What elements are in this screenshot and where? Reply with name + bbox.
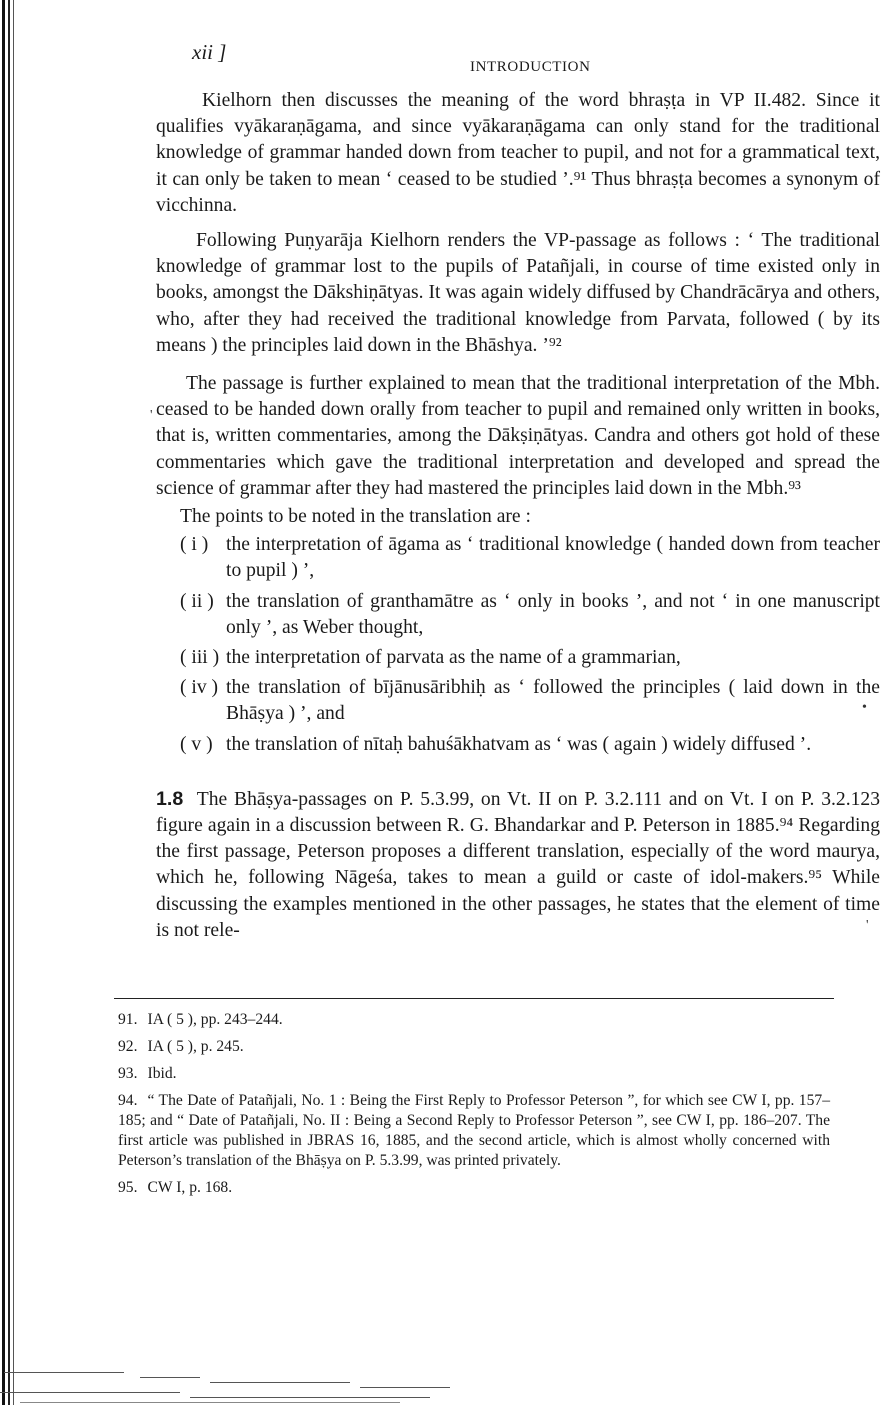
footnote-number: 91.: [118, 1011, 138, 1028]
section-number: 1.8: [156, 787, 184, 810]
list-item: [180, 732, 880, 758]
footnote: [118, 1010, 830, 1030]
footnote: [118, 1178, 830, 1198]
footnote-number: 95.: [118, 1179, 138, 1196]
scan-noise: [0, 1368, 895, 1405]
footnote-divider: [114, 998, 834, 999]
list-item-number: ( iv ): [180, 677, 219, 699]
scan-binding-edge: [0, 0, 16, 1405]
running-title: INTRODUCTION: [470, 59, 591, 75]
footnote: [118, 1037, 830, 1057]
body-text: [156, 88, 880, 944]
list-item-number: ( iii ): [180, 647, 220, 669]
list-item-text: the interpretation of āgama as ‘ traditional knowledge ( handed down from teacher to pupil ) ’,: [226, 534, 880, 582]
list-item: [180, 645, 880, 671]
list-item: [180, 532, 880, 584]
footnote-number: 94.: [118, 1092, 138, 1109]
footnote-text: Ibid.: [147, 1065, 177, 1082]
section-1-8-paragraph: [156, 786, 880, 944]
stray-mark: ': [866, 918, 869, 933]
list-item: [180, 589, 880, 641]
footnote-text: CW I, p. 168.: [147, 1179, 233, 1196]
stray-mark: •: [862, 700, 867, 715]
footnote: [118, 1091, 830, 1171]
list-item: [180, 675, 880, 727]
list-item-number: ( ii ): [180, 590, 214, 612]
footnote: [118, 1064, 830, 1084]
list-item-number: ( v ): [180, 733, 213, 755]
footnotes: [118, 1010, 830, 1205]
footnote-text: IA ( 5 ), pp. 243–244.: [147, 1011, 283, 1028]
paragraph-punyaraja-rendering: Following Puṇyarāja Kielhorn renders the VP-passage as follows : ‘ The traditional knowledge of grammar lost to the pupils of Patañjali, in course of time existed only in books, amongst the Dākshiṇātyas. It was again widely diffused by Chandrācārya and others, who, after they had received the traditional knowledge from Parvata, followed ( by its means ) the principles laid down in the Bhāshya. ’⁹²: [156, 230, 880, 356]
footnote-text: “ The Date of Patañjali, No. 1 : Being the First Reply to Professor Peterson ”, for which see CW I, pp. 157–185; and “ Date of Patañjali, No. II : Being a Second Reply to Professor Peterson ”, see CW I, pp. 186–207. The first article was published in JBRAS 16, 1885, and the second article, which is almost wholly concerned with Peterson’s translation of the Bhāṣya on P. 5.3.99, was printed privately.: [118, 1092, 830, 1169]
list-item-text: the translation of granthamātre as ‘ only in books ’, and not ‘ in one manuscript only ’, as Weber thought,: [226, 590, 880, 638]
list-item-number: ( i ): [180, 534, 209, 556]
list-item-text: the interpretation of parvata as the name of a grammarian,: [226, 647, 681, 669]
footnote-number: 93.: [118, 1065, 138, 1082]
section-1-8-text: The Bhāṣya-passages on P. 5.3.99, on Vt. II on P. 3.2.111 and on Vt. I on P. 3.2.123 figure again in a discussion between R. G. Bhandarkar and P. Peterson in 1885.⁹⁴ Regarding the first passage, Peterson proposes a different translation, especially of the word maurya, which he, following Nāgeśa, takes to mean a guild or caste of idol-makers.⁹⁵ While discussing the examples mentioned in the other passages, he states that the element of time is not rele-: [156, 788, 880, 941]
list-item-text: the translation of bījānusāribhiḥ as ‘ followed the principles ( laid down in the Bhāṣya ) ’, and: [226, 677, 880, 725]
list-item-text: the translation of nītaḥ bahuśākhatvam as ‘ was ( again ) widely diffused ’.: [226, 733, 812, 755]
paragraph-further-explanation: The passage is further explained to mean that the traditional interpretation of the Mbh. ceased to be handed down orally from teacher to pupil and remained only written in books, that is, written commentaries, among the Dākṣiṇātyas. Candra and others got hold of these commentaries which gave the traditional interpretation and developed and spread the science of grammar after they had mastered the principles laid down in the Mbh.⁹³: [156, 373, 880, 499]
points-intro: The points to be noted in the translation are :: [180, 506, 531, 528]
footnote-number: 92.: [118, 1038, 138, 1055]
translation-points-list: [180, 532, 880, 758]
paragraph-kielhorn-bhrasta: Kielhorn then discusses the meaning of the word bhraṣṭa in VP II.482. Since it qualifies vyākaraṇāgama, and since vyākaraṇāgama can only stand for the traditional knowledge of grammar handed down from teacher to pupil, and not for a grammatical text, it can only be taken to mean ‘ ceased to be studied ’.⁹¹ Thus bhraṣṭa becomes a synonym of vicchinna.: [156, 90, 880, 216]
stray-mark: ': [150, 408, 153, 423]
footnote-text: IA ( 5 ), p. 245.: [147, 1038, 244, 1055]
page-number: xii ]: [192, 40, 227, 64]
